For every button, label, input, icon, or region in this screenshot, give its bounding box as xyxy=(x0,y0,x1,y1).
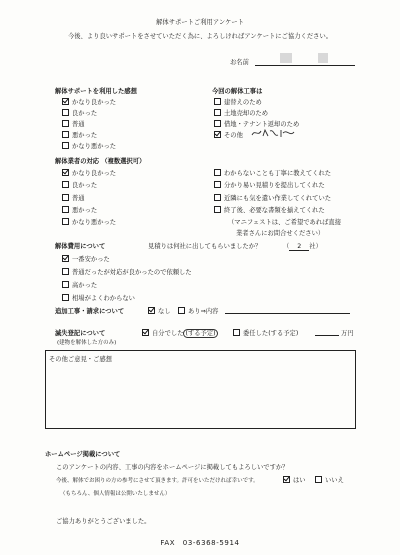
q5-option[interactable]: 一番安かった xyxy=(62,254,110,263)
hp-note: 今後、解体でお困りの方の参考にさせて頂きます。許可をいただければ幸いです。 xyxy=(56,478,259,484)
q4-option[interactable]: わからないことも丁寧に教えてくれた xyxy=(214,168,331,177)
checkbox[interactable] xyxy=(214,181,221,188)
hp-option-no[interactable]: いいえ xyxy=(315,475,344,484)
checkbox[interactable] xyxy=(148,307,155,314)
checkbox[interactable] xyxy=(214,120,221,127)
checkbox[interactable] xyxy=(62,142,69,149)
checkbox[interactable] xyxy=(214,131,221,138)
checkbox[interactable] xyxy=(214,169,221,176)
q3-option[interactable]: 悪かった xyxy=(62,205,97,214)
checkbox[interactable] xyxy=(283,476,290,483)
q2-title: 今回の解体工事は xyxy=(212,88,263,95)
q1-title: 解体サポートを利用した感想 xyxy=(55,88,137,95)
checkbox[interactable] xyxy=(62,294,69,301)
checkbox[interactable] xyxy=(62,206,69,213)
q4-note: 業者さんにお問合せください） xyxy=(236,230,325,237)
checkbox[interactable] xyxy=(62,181,69,188)
q3-option[interactable]: かなり悪かった xyxy=(62,217,116,226)
q5-answer: （ 2 社） xyxy=(283,243,322,250)
checkbox[interactable] xyxy=(214,98,221,105)
checkbox[interactable] xyxy=(62,194,69,201)
checkbox[interactable] xyxy=(62,218,69,225)
name-field[interactable] xyxy=(255,65,355,66)
name-redaction xyxy=(280,53,292,63)
q5-title: 解体費用について xyxy=(55,243,106,250)
q5-option[interactable]: 高かった xyxy=(62,280,97,289)
q6-option-yes[interactable]: あり⇒内容 xyxy=(178,306,218,315)
page-title: 解体サポートご利用アンケート xyxy=(156,19,244,26)
q3-title: 解体業者の対応 （複数選択可） xyxy=(55,158,146,165)
checkbox[interactable] xyxy=(214,194,221,201)
q6-title: 追加工事・請求について xyxy=(55,308,125,315)
checkbox[interactable] xyxy=(233,329,240,336)
circled-answer: (する予定) xyxy=(185,330,216,337)
company-count[interactable]: 2 xyxy=(289,243,309,251)
q5-option[interactable]: 普通だったが対応が良かったので依頼した xyxy=(62,267,192,276)
handwritten-scribble xyxy=(250,127,300,139)
checkbox[interactable] xyxy=(62,281,69,288)
q4-option[interactable]: 近隣にも気を遣い作業してくれていた xyxy=(214,193,331,202)
q7-subtitle: (建物を解体した方のみ) xyxy=(57,340,117,346)
q3-option[interactable]: 普通 xyxy=(62,193,85,202)
name-label: お名前 xyxy=(230,59,249,66)
checkbox[interactable] xyxy=(62,169,69,176)
q5-question: 見積りは何社に出してもらいましたか？ xyxy=(148,243,262,250)
checkbox[interactable] xyxy=(62,120,69,127)
q1-option[interactable]: かなり良かった xyxy=(62,97,116,106)
q4-note: （マニフェストは、ご希望であれば直接 xyxy=(228,219,342,226)
q7-title: 滅失登記について xyxy=(55,330,106,337)
checkbox[interactable] xyxy=(62,268,69,275)
q7-currency: 万円 xyxy=(341,330,354,337)
q7-option-delegate[interactable]: 委任した(する予定) xyxy=(233,328,298,337)
checkbox[interactable] xyxy=(178,307,185,314)
q1-option[interactable]: 普通 xyxy=(62,119,85,128)
hp-privacy-note: （もちろん、個人情報は公開いたしません） xyxy=(60,491,171,497)
checkbox[interactable] xyxy=(62,131,69,138)
q4-option[interactable]: 分かり易い見積りを提出してくれた xyxy=(214,180,325,189)
q1-option[interactable]: 悪かった xyxy=(62,130,97,139)
hp-question: このアンケートの内容、工事の内容をホームページに掲載してもよろしいですか？ xyxy=(56,464,289,471)
q3-option[interactable]: かなり良かった xyxy=(62,168,116,177)
fax-number: FAX 03-6368-5914 xyxy=(160,539,240,547)
q7-option-self[interactable]: 自分でした (する予定) xyxy=(142,328,218,337)
q2-option[interactable]: 建替えのため xyxy=(214,97,262,106)
checkbox[interactable] xyxy=(62,109,69,116)
q1-option[interactable]: 良かった xyxy=(62,108,97,117)
q3-option[interactable]: 良かった xyxy=(62,180,97,189)
name-redaction xyxy=(318,53,328,63)
checkbox[interactable] xyxy=(214,109,221,116)
checkbox[interactable] xyxy=(142,329,149,336)
q4-option[interactable]: 終了後、必要な書類を揃えてくれた xyxy=(214,205,325,214)
q2-option[interactable]: その他 xyxy=(214,130,243,139)
checkbox[interactable] xyxy=(214,206,221,213)
hp-title: ホームページ掲載について xyxy=(45,451,121,458)
checkbox[interactable] xyxy=(62,98,69,105)
hp-option-yes[interactable]: はい xyxy=(283,475,306,484)
checkbox[interactable] xyxy=(62,255,69,262)
q1-option[interactable]: かなり悪かった xyxy=(62,141,116,150)
q2-option[interactable]: 土地売却のため xyxy=(214,108,268,117)
q7-amount-field[interactable] xyxy=(315,335,339,336)
comments-label: その他ご意見・ご感想 xyxy=(49,356,112,363)
checkbox[interactable] xyxy=(315,476,322,483)
q2-option[interactable]: 借地・テナント返却のため xyxy=(214,119,299,128)
q5-option[interactable]: 相場がよくわからない xyxy=(62,293,135,302)
thanks-text: ご協力ありがとうございました。 xyxy=(56,518,151,525)
q6-option-none[interactable]: なし xyxy=(148,306,171,315)
intro-text: 今後、より良いサポートをさせていただく為に、よろしければアンケートにご協力ください。 xyxy=(67,33,333,40)
q6-content-field[interactable] xyxy=(225,313,350,314)
